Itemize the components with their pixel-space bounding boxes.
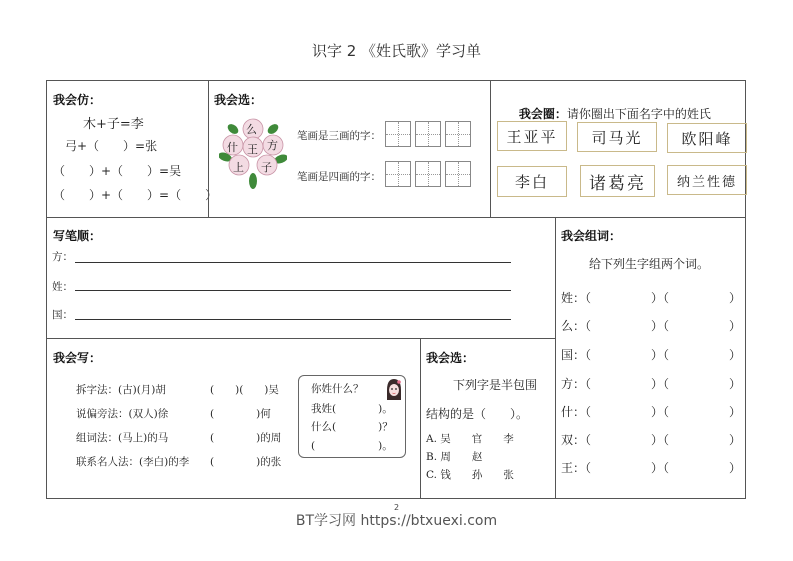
footer-watermark: BT学习网 https://btxuexi.com [295, 513, 498, 529]
option-letter: C. [426, 469, 437, 481]
dialog-bubble [298, 375, 406, 458]
method-label: 说偏旁法：(双人)徐 [76, 408, 169, 420]
word-row[interactable] [561, 459, 741, 476]
circle-instruction: 请你圈出下面名字中的姓氏 [566, 107, 711, 121]
choose-structure-heading: 我会选： [426, 351, 475, 365]
choose-strokes-section [208, 81, 490, 217]
name-box[interactable]: 欧阳峰 [667, 123, 747, 153]
method-answer[interactable]: ( )何 [210, 408, 271, 420]
name-box[interactable]: 王亚平 [497, 121, 567, 151]
dialog-line[interactable]: ( )。 [311, 440, 393, 452]
word-row[interactable] [561, 375, 741, 392]
option-letter: A. [426, 433, 437, 445]
word-char: 姓： [561, 291, 586, 305]
circle-surnames-section [490, 81, 745, 217]
option-chars: 周 赵 [440, 451, 483, 463]
four-strokes-label: 笔画是四画的字： [297, 171, 381, 183]
answer-grid-box[interactable] [385, 121, 411, 147]
answer-grid-box[interactable] [415, 161, 441, 187]
imitate-line: 木+子=李 [83, 117, 144, 132]
stroke-char-label: 方： [52, 251, 73, 263]
flower-char: 子 [261, 161, 272, 174]
word-char: 么： [561, 319, 586, 333]
word-blanks[interactable]: （ ）（ ） [585, 348, 742, 362]
word-char: 国： [561, 348, 586, 362]
dialog-line[interactable]: 什么( )？ [311, 421, 393, 433]
structure-question: 下列字是半包围 [453, 378, 538, 392]
name-box[interactable]: 李白 [497, 166, 567, 197]
name-box[interactable]: 纳兰性德 [667, 165, 747, 195]
stroke-answer-line[interactable] [75, 262, 511, 263]
answer-grid-box[interactable] [445, 121, 471, 147]
flower-char: 么 [246, 123, 257, 136]
choose-structure-section [420, 338, 555, 498]
word-blanks[interactable]: （ ）（ ） [585, 319, 742, 333]
page-title: 识字 2 《姓氏歌》学习单 [311, 42, 482, 60]
choose-strokes-heading: 我会选： [214, 93, 263, 107]
word-char: 双： [561, 433, 586, 447]
circle-heading: 我会圈： [518, 107, 567, 121]
option-a[interactable] [426, 431, 514, 446]
imitate-line[interactable]: 弓+（ ）=张 [65, 139, 158, 153]
flower-char: 什 [227, 141, 238, 154]
stroke-order-heading: 写笔顺： [53, 229, 102, 243]
word-row[interactable] [561, 431, 741, 448]
stroke-char-label: 姓： [52, 281, 73, 293]
option-chars: 钱 孙 张 [440, 469, 514, 481]
method-label: 组词法：(马上)的马 [76, 432, 169, 444]
flower-char: 上 [233, 161, 244, 174]
word-row[interactable] [561, 317, 741, 334]
name-box[interactable]: 司马光 [577, 122, 657, 152]
girl-avatar-icon [385, 378, 403, 402]
structure-question[interactable]: 结构的是（ ）。 [426, 407, 529, 421]
answer-grid-box[interactable] [385, 161, 411, 187]
word-blanks[interactable]: （ ）（ ） [585, 291, 742, 305]
stroke-char-label: 国： [52, 309, 73, 321]
imitate-line[interactable]: （ ）+（ ）=（ ） [53, 188, 218, 202]
flower-char: 方 [267, 139, 278, 152]
word-blanks[interactable]: （ ）（ ） [585, 405, 742, 419]
word-char: 王： [561, 461, 586, 475]
page-number: 2 [394, 503, 400, 512]
word-formation-instruction: 给下列生字组两个词。 [589, 257, 710, 271]
imitate-line[interactable]: （ ）+（ ）=吴 [53, 164, 182, 178]
imitate-heading: 我会仿： [53, 93, 102, 107]
word-char: 方： [561, 377, 586, 391]
dialog-line[interactable]: 我姓( )。 [311, 403, 393, 415]
word-blanks[interactable]: （ ）（ ） [585, 461, 742, 475]
word-blanks[interactable]: （ ）（ ） [585, 433, 742, 447]
name-box[interactable]: 诸葛亮 [580, 165, 655, 197]
word-row[interactable] [561, 346, 741, 363]
word-char: 什： [561, 405, 586, 419]
option-chars: 吴 官 李 [440, 433, 514, 445]
method-answer[interactable]: ( )的张 [210, 456, 282, 468]
stroke-answer-line[interactable] [75, 319, 511, 320]
flower-char: 王 [247, 143, 258, 156]
method-label: 拆字法：(古)(月)胡 [76, 384, 166, 396]
three-strokes-label: 笔画是三画的字： [297, 130, 381, 142]
imitate-section [47, 81, 218, 217]
option-b[interactable] [426, 449, 482, 464]
answer-grid-box[interactable] [415, 121, 441, 147]
method-label: 联系名人法：(李白)的李 [76, 456, 190, 468]
word-row[interactable] [561, 289, 741, 306]
word-row[interactable] [561, 403, 741, 420]
option-letter: B. [426, 451, 438, 463]
dialog-line: 你姓什么？ [311, 383, 364, 395]
option-c[interactable] [426, 467, 514, 482]
word-formation-heading: 我会组词： [561, 229, 622, 243]
stroke-order-section [47, 217, 555, 338]
method-answer[interactable]: ( )的周 [210, 432, 282, 444]
write-heading: 我会写： [53, 351, 102, 365]
method-answer[interactable]: ( )( )吴 [210, 384, 279, 396]
word-blanks[interactable]: （ ）（ ） [585, 377, 742, 391]
stroke-answer-line[interactable] [75, 290, 511, 291]
answer-grid-box[interactable] [445, 161, 471, 187]
word-formation-section [555, 217, 745, 498]
